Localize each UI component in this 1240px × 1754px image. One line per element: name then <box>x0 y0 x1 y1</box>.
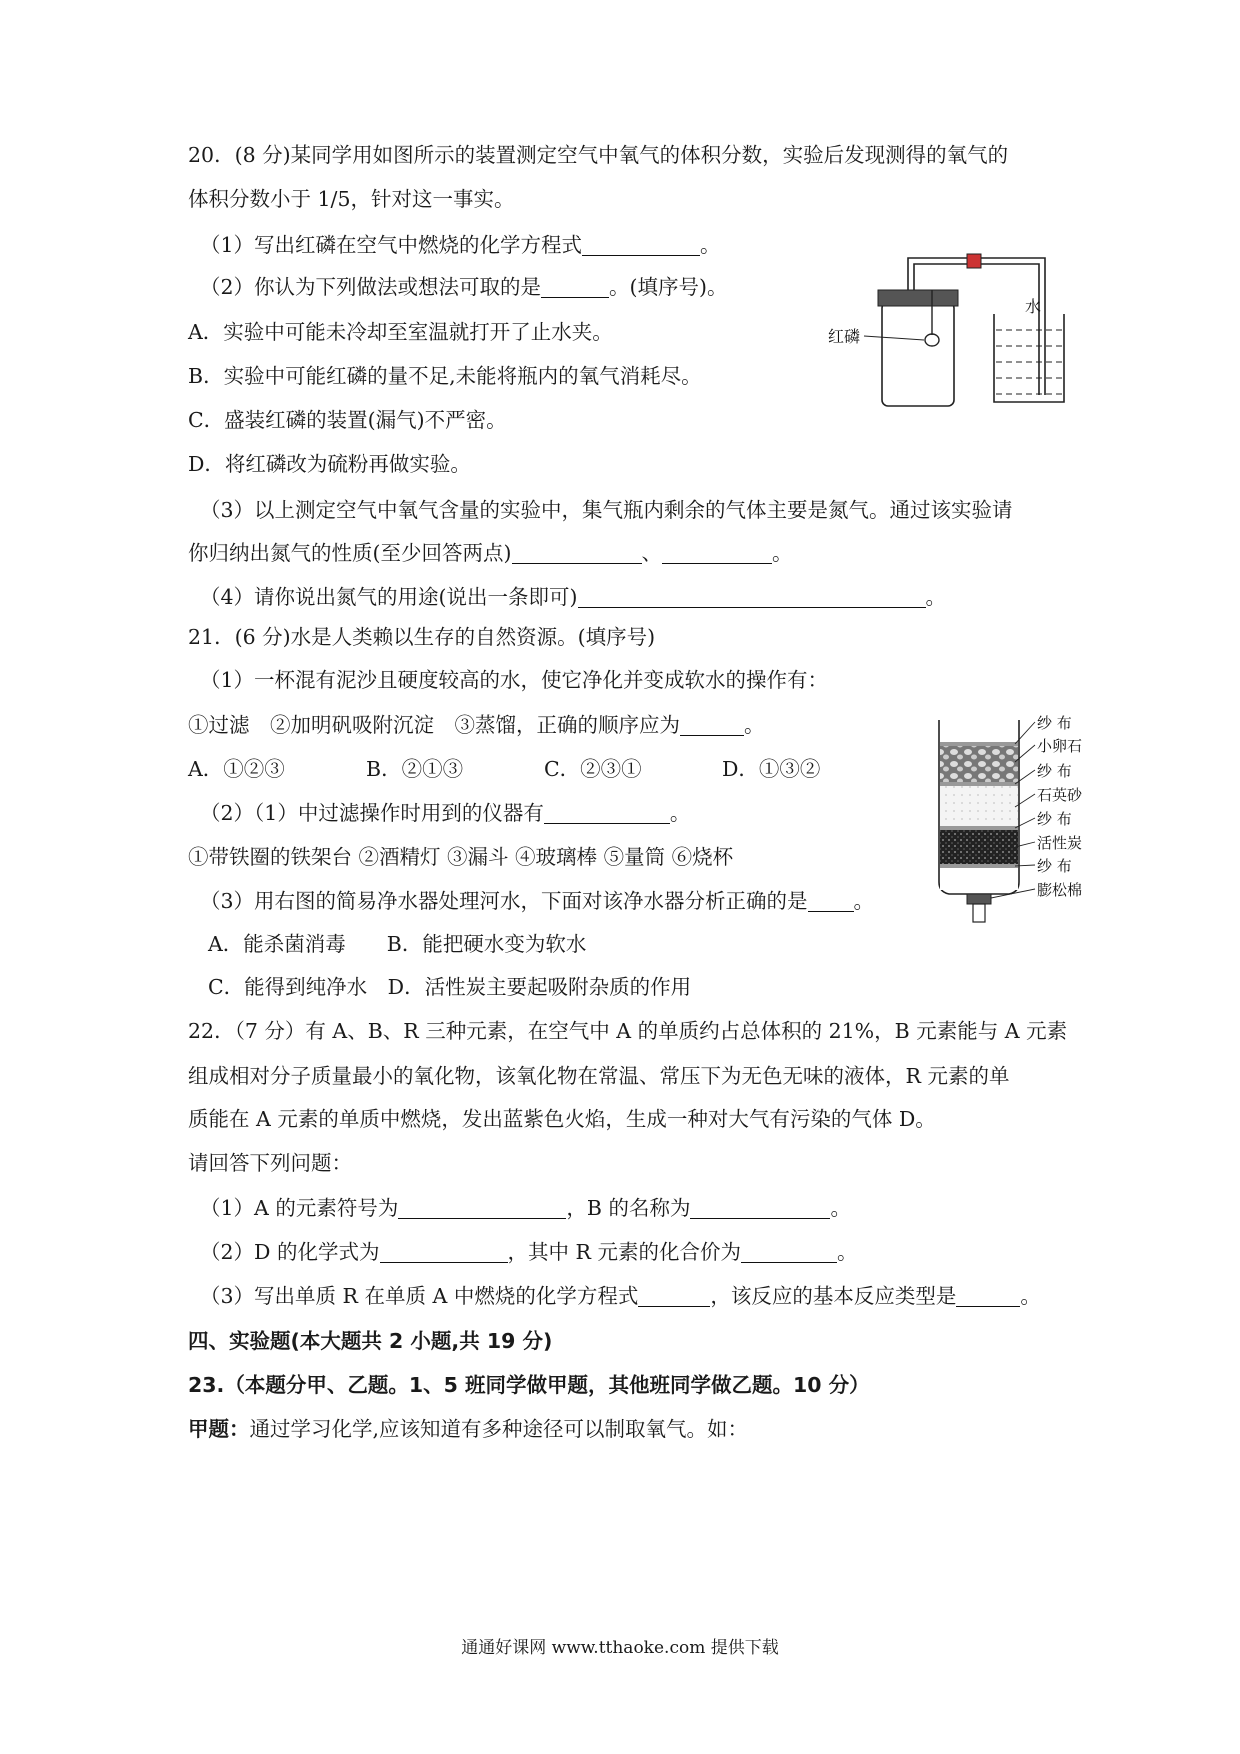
q22-line4: 请回答下列问题： <box>188 1151 352 1175</box>
figure-label-phosphorus: 红磷 <box>828 327 861 346</box>
purifier-label-cotton: 膨松棉 <box>1037 881 1083 899</box>
q20-part1-text: （1）写出红磷在空气中燃烧的化学方程式 <box>200 233 583 257</box>
q22-part2-blank-2[interactable] <box>741 1242 837 1263</box>
purifier-label-quartz-sand: 石英砂 <box>1037 786 1083 804</box>
q21-part2-items: ①带铁圈的铁架台 ②酒精灯 ③漏斗 ④玻璃棒 ⑤量筒 ⑥烧杯 <box>188 845 734 869</box>
q22-part2: （2）D 的化学式为 ，其中 R 元素的化合价为 。 <box>200 1240 858 1264</box>
q23-jia-label: 甲题： <box>188 1417 250 1441</box>
q20-part4: （4）请你说出氮气的用途(说出一条即可) 。 <box>200 585 947 609</box>
q21-part2: （2）（1）中过滤操作时用到的仪器有 。 <box>200 801 691 825</box>
q20-part1: （1）写出红磷在空气中燃烧的化学方程式 。 <box>200 233 721 257</box>
q23-jia-text: 通过学习化学,应该知道有多种途径可以制取氧气。如： <box>249 1417 749 1441</box>
q20-part2: （2）你认为下列做法或想法可取的是 。(填序号)。 <box>200 275 728 299</box>
q23-jia <box>188 1414 748 1444</box>
q20-part3-blank-1[interactable] <box>512 543 642 564</box>
q22-part1: （1）A 的元素符号为 ，B 的名称为 。 <box>200 1196 851 1220</box>
q22-part3-blank-1[interactable] <box>638 1286 710 1307</box>
q21-option-a: A．①②③ <box>188 757 285 781</box>
q22-part1-blank-1[interactable] <box>398 1198 566 1219</box>
q20-part3-blank-2[interactable] <box>662 543 772 564</box>
q21-part1-blank[interactable] <box>680 715 744 736</box>
q21-part3-options-1: A．能杀菌消毒 B．能把硬水变为软水 <box>208 932 587 956</box>
q22-part3-blank-2[interactable] <box>956 1286 1020 1307</box>
purifier-label-gauze-2: 纱 布 <box>1037 762 1072 780</box>
q21-option-c: C．②③① <box>544 757 642 781</box>
q20-option-d: D．将红磷改为硫粉再做实验。 <box>188 452 471 476</box>
q23-heading: 23.（本题分甲、乙题。1、5 班同学做甲题，其他班同学做乙题。10 分） <box>188 1373 870 1397</box>
purifier-label-pebbles: 小卵石 <box>1037 737 1083 755</box>
q20-part2-blank[interactable] <box>541 277 609 298</box>
q20-stem-line1: 20．(8 分)某同学用如图所示的装置测定空气中氧气的体积分数，实验后发现测得的氧气的 <box>188 143 1009 167</box>
purifier-label-activated-carbon: 活性炭 <box>1037 834 1083 852</box>
purifier-label-gauze-1: 纱 布 <box>1037 714 1072 732</box>
figure-label-water: 水 <box>1025 297 1042 316</box>
q21-part3: （3）用右图的简易净水器处理河水，下面对该净水器分析正确的是 。 <box>200 889 875 913</box>
purifier-label-gauze-4: 纱 布 <box>1037 857 1072 875</box>
q21-option-b: B．②①③ <box>366 757 464 781</box>
q21-option-d: D．①③② <box>722 757 821 781</box>
q22-part2-blank-1[interactable] <box>380 1242 508 1263</box>
q20-option-b: B．实验中可能红磷的量不足,未能将瓶内的氧气消耗尽。 <box>188 364 702 388</box>
q20-part3-line2: 你归纳出氮气的性质(至少回答两点) 、 。 <box>188 541 793 565</box>
page-footer: 通通好课网 www.tthaoke.com 提供下载 <box>461 1638 779 1658</box>
q20-part4-blank[interactable] <box>578 587 926 608</box>
purifier-label-gauze-3: 纱 布 <box>1037 810 1072 828</box>
q22-line1: 22．（7 分）有 A、B、R 三种元素，在空气中 A 的单质约占总体积的 21%，B 元素能与 A 元素 <box>188 1019 1068 1043</box>
q22-line2: 组成相对分子质量最小的氧化物，该氧化物在常温、常压下为无色无味的液体，R 元素的单 <box>188 1064 1010 1088</box>
q22-line3: 质能在 A 元素的单质中燃烧，发出蓝紫色火焰，生成一种对大气有污染的气体 D。 <box>188 1107 936 1131</box>
section4-heading: 四、实验题(本大题共 2 小题,共 19 分) <box>188 1329 553 1353</box>
oxygen-apparatus-figure <box>820 250 1065 410</box>
q21-part1: （1）一杯混有泥沙且硬度较高的水，使它净化并变成软水的操作有： <box>200 668 829 692</box>
q20-part2-text: （2）你认为下列做法或想法可取的是 <box>200 275 542 299</box>
q21-options <box>188 754 900 784</box>
q21-stem: 21．(6 分)水是人类赖以生存的自然资源。(填序号) <box>188 625 656 649</box>
q20-stem-line2: 体积分数小于 1/5，针对这一事实。 <box>188 187 515 211</box>
q20-option-c: C．盛装红磷的装置(漏气)不严密。 <box>188 408 507 432</box>
q22-part1-blank-2[interactable] <box>690 1198 830 1219</box>
q22-part3: （3）写出单质 R 在单质 A 中燃烧的化学方程式 ，该反应的基本反应类型是 。 <box>200 1284 1041 1308</box>
q21-part2-blank[interactable] <box>544 803 670 824</box>
q21-part3-blank[interactable] <box>808 891 854 912</box>
q21-part1-items: ①过滤 ②加明矾吸附沉淀 ③蒸馏，正确的顺序应为 。 <box>188 713 765 737</box>
q20-part3-line1: （3）以上测定空气中氧气含量的实验中，集气瓶内剩余的气体主要是氮气。通过该实验请 <box>200 498 1013 522</box>
q21-part3-options-2: C．能得到纯净水 D．活性炭主要起吸附杂质的作用 <box>208 975 692 999</box>
q20-option-a: A．实验中可能未冷却至室温就打开了止水夹。 <box>188 320 613 344</box>
water-purifier-figure <box>935 712 1095 927</box>
q20-part1-blank[interactable] <box>582 235 700 256</box>
